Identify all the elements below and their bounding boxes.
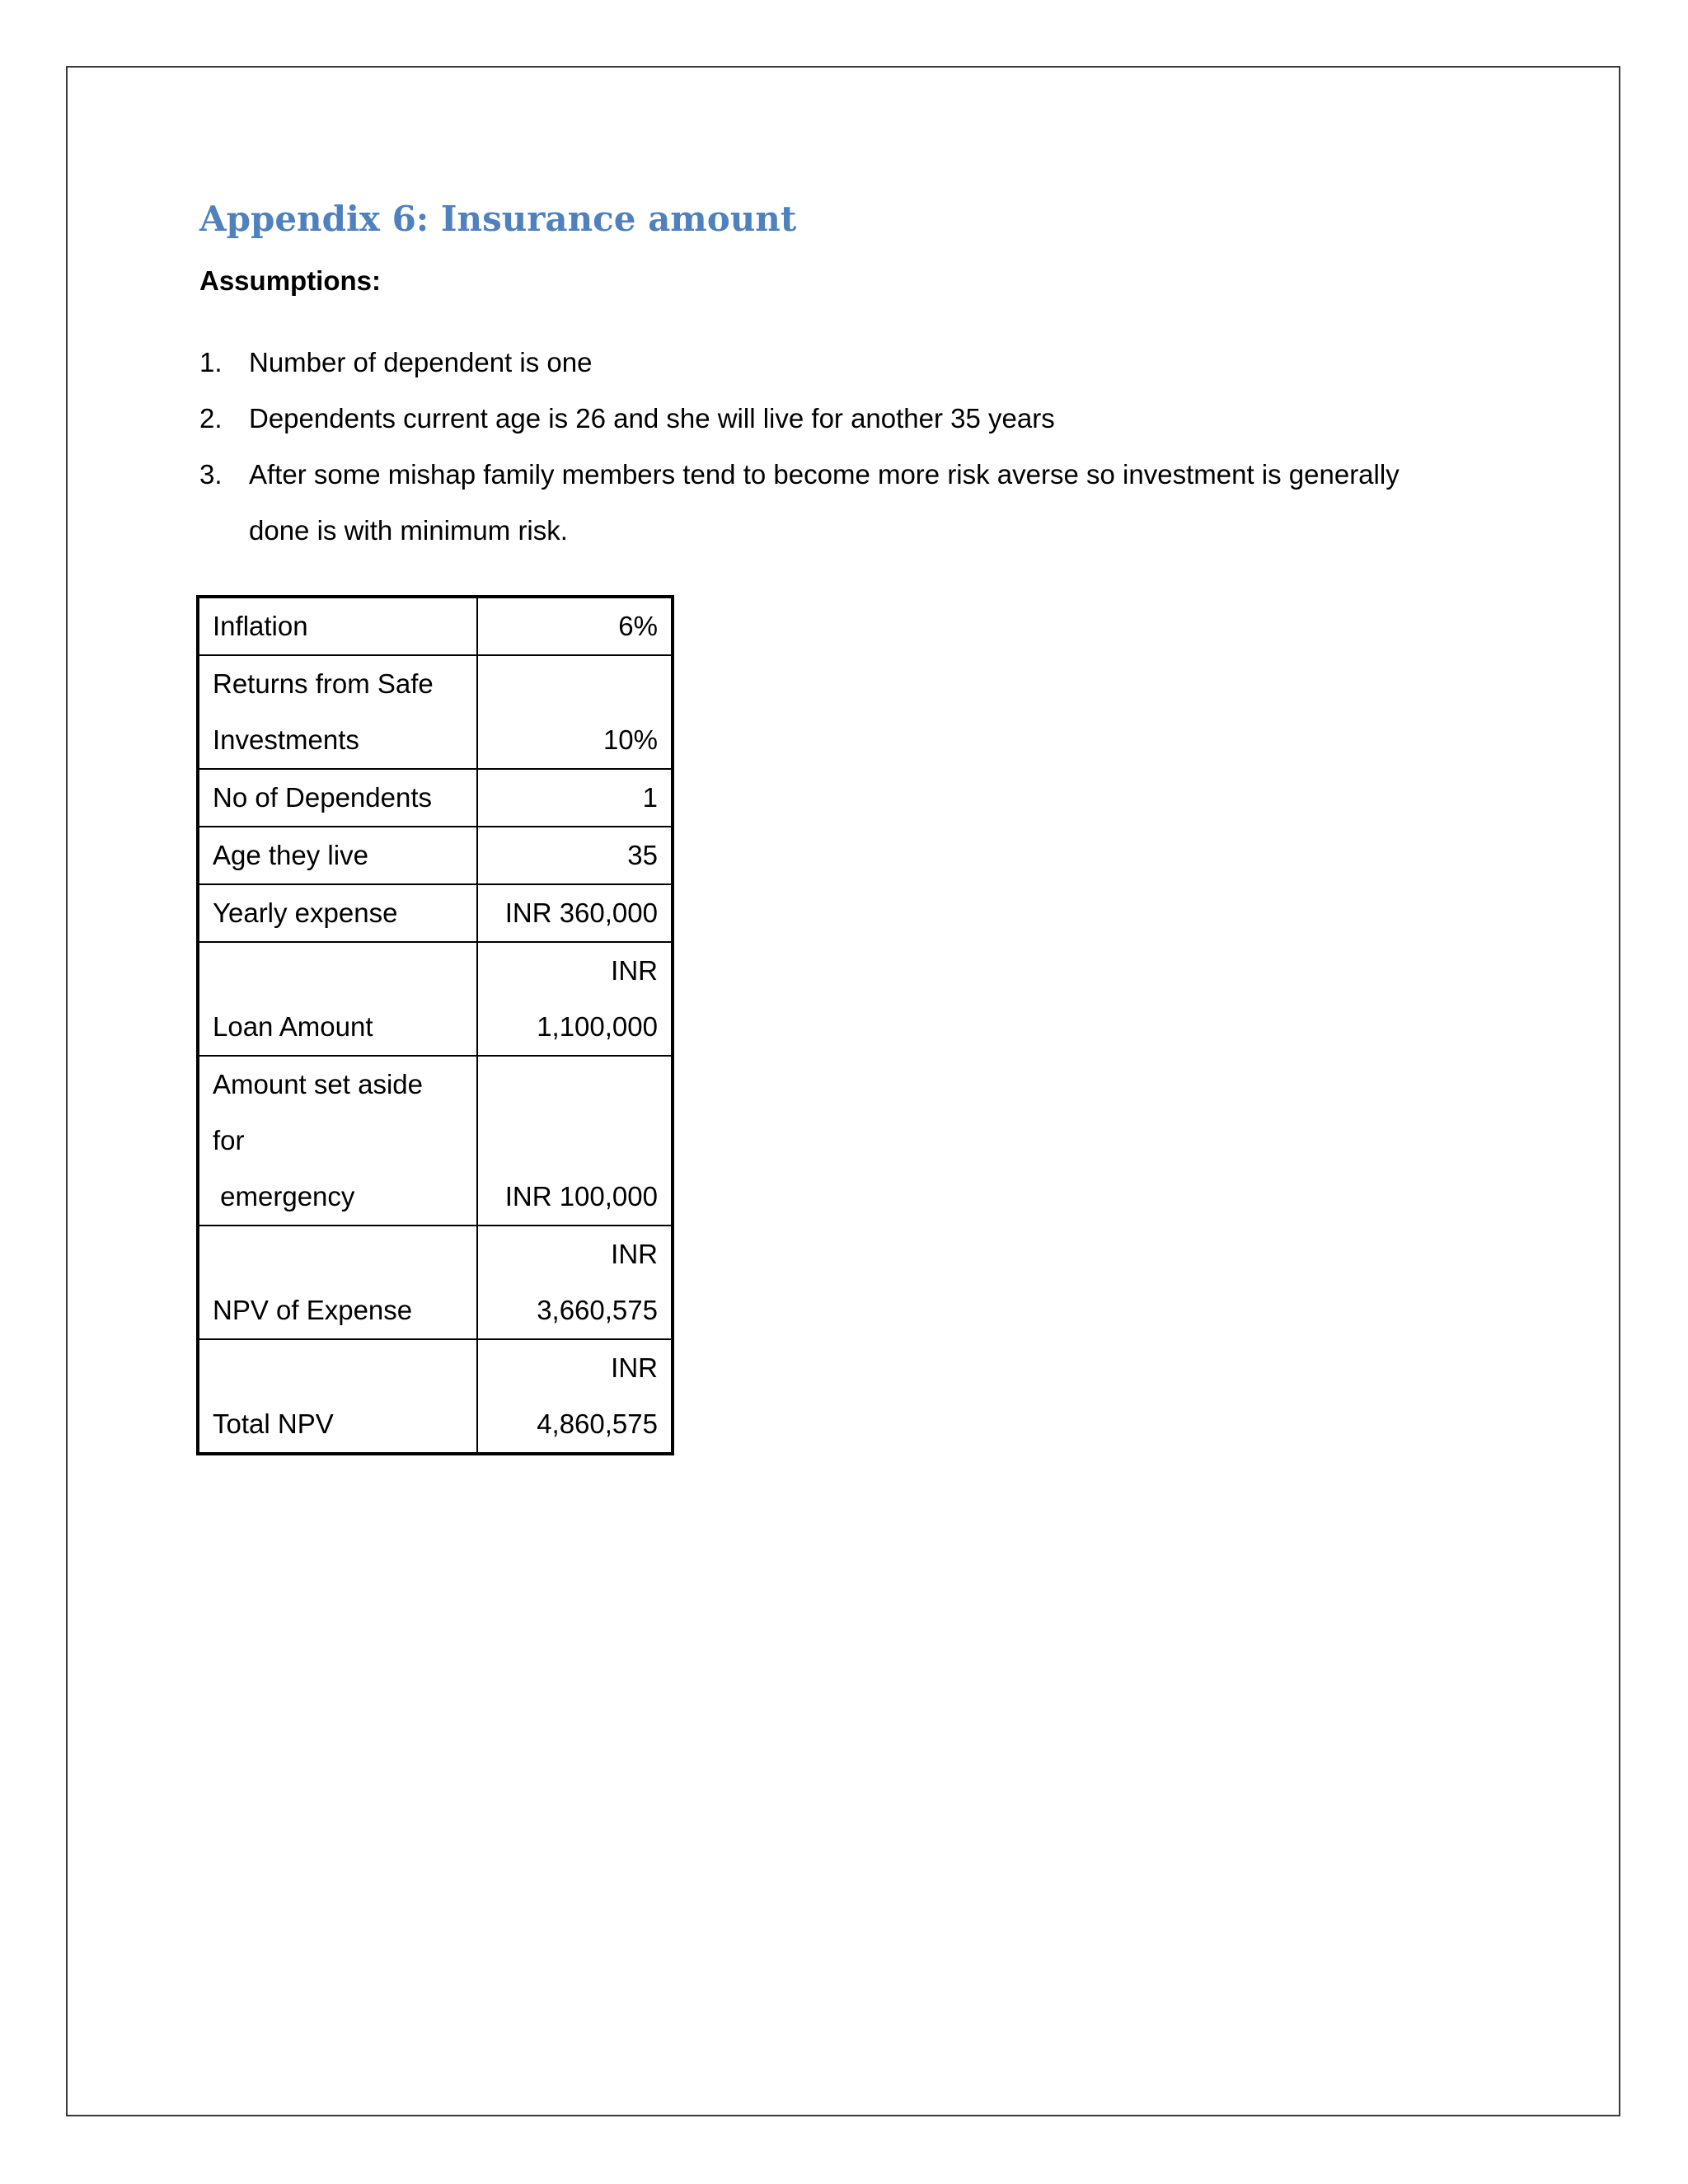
value-line: 1,100,000 bbox=[537, 1011, 658, 1042]
label-line: Returns from Safe bbox=[213, 668, 434, 699]
appendix-heading: Appendix 6: Insurance amount bbox=[199, 199, 797, 239]
row-value bbox=[477, 1226, 673, 1339]
label-line: emergency bbox=[213, 1181, 355, 1212]
value-line: INR 100,000 bbox=[504, 1181, 658, 1212]
assumption-item bbox=[199, 335, 1485, 391]
table-row bbox=[198, 655, 673, 769]
assumption-item bbox=[199, 447, 1485, 559]
assumption-number: 1. bbox=[199, 347, 223, 377]
value-line: 6% bbox=[618, 611, 658, 641]
row-label bbox=[198, 1339, 477, 1454]
value-line: 1 bbox=[642, 782, 658, 813]
assumption-text bbox=[249, 447, 1485, 559]
label-line: Inflation bbox=[213, 611, 308, 641]
label-line: Yearly expense bbox=[213, 898, 398, 928]
assumption-line: done is with minimum risk. bbox=[249, 515, 568, 546]
value-line: 35 bbox=[627, 840, 658, 870]
row-label bbox=[198, 942, 477, 1056]
assumption-line: Number of dependent is one bbox=[249, 347, 593, 377]
label-line: Amount set aside bbox=[213, 1069, 423, 1099]
assumption-line: Dependents current age is 26 and she will live for another 35 years bbox=[249, 403, 1055, 434]
insurance-table bbox=[196, 595, 674, 1455]
value-line: INR bbox=[611, 1239, 658, 1269]
label-line: NPV of Expense bbox=[213, 1295, 413, 1325]
assumption-item bbox=[199, 391, 1485, 447]
row-label bbox=[198, 827, 477, 884]
table-row bbox=[198, 1226, 673, 1339]
value-line: 3,660,575 bbox=[537, 1295, 658, 1325]
row-label bbox=[198, 1056, 477, 1226]
table-row bbox=[198, 827, 673, 884]
label-line: Total NPV bbox=[213, 1408, 334, 1439]
label-line: Loan Amount bbox=[213, 1011, 373, 1042]
row-label bbox=[198, 655, 477, 769]
row-value bbox=[477, 1056, 673, 1226]
row-label bbox=[198, 1226, 477, 1339]
table-row bbox=[198, 769, 673, 827]
table-row bbox=[198, 942, 673, 1056]
assumptions-heading: Assumptions: bbox=[199, 265, 382, 296]
table-row bbox=[198, 597, 673, 655]
assumption-number: 2. bbox=[199, 403, 223, 434]
row-value bbox=[477, 884, 673, 942]
table-row bbox=[198, 884, 673, 942]
label-line: for bbox=[213, 1125, 245, 1155]
value-line: INR bbox=[611, 955, 658, 986]
row-value bbox=[477, 597, 673, 655]
row-value bbox=[477, 655, 673, 769]
table-row bbox=[198, 1056, 673, 1226]
label-line: No of Dependents bbox=[213, 782, 433, 813]
label-line: Age they live bbox=[213, 840, 368, 870]
row-value bbox=[477, 942, 673, 1056]
value-line: INR 360,000 bbox=[504, 898, 658, 928]
row-value bbox=[477, 769, 673, 827]
assumption-text bbox=[249, 335, 1485, 391]
assumption-number: 3. bbox=[199, 459, 223, 490]
assumption-line: After some mishap family members tend to become more risk averse so investment is generally bbox=[249, 459, 1400, 490]
row-label bbox=[198, 769, 477, 827]
value-line: INR bbox=[611, 1352, 658, 1383]
value-line: 4,860,575 bbox=[537, 1408, 658, 1439]
row-value bbox=[477, 827, 673, 884]
row-value bbox=[477, 1339, 673, 1454]
table-row bbox=[198, 1339, 673, 1454]
row-label bbox=[198, 597, 477, 655]
assumptions-list bbox=[199, 335, 1485, 559]
label-line: Investments bbox=[213, 724, 359, 755]
assumption-text bbox=[249, 391, 1485, 447]
row-label bbox=[198, 884, 477, 942]
value-line: 10% bbox=[603, 724, 658, 755]
